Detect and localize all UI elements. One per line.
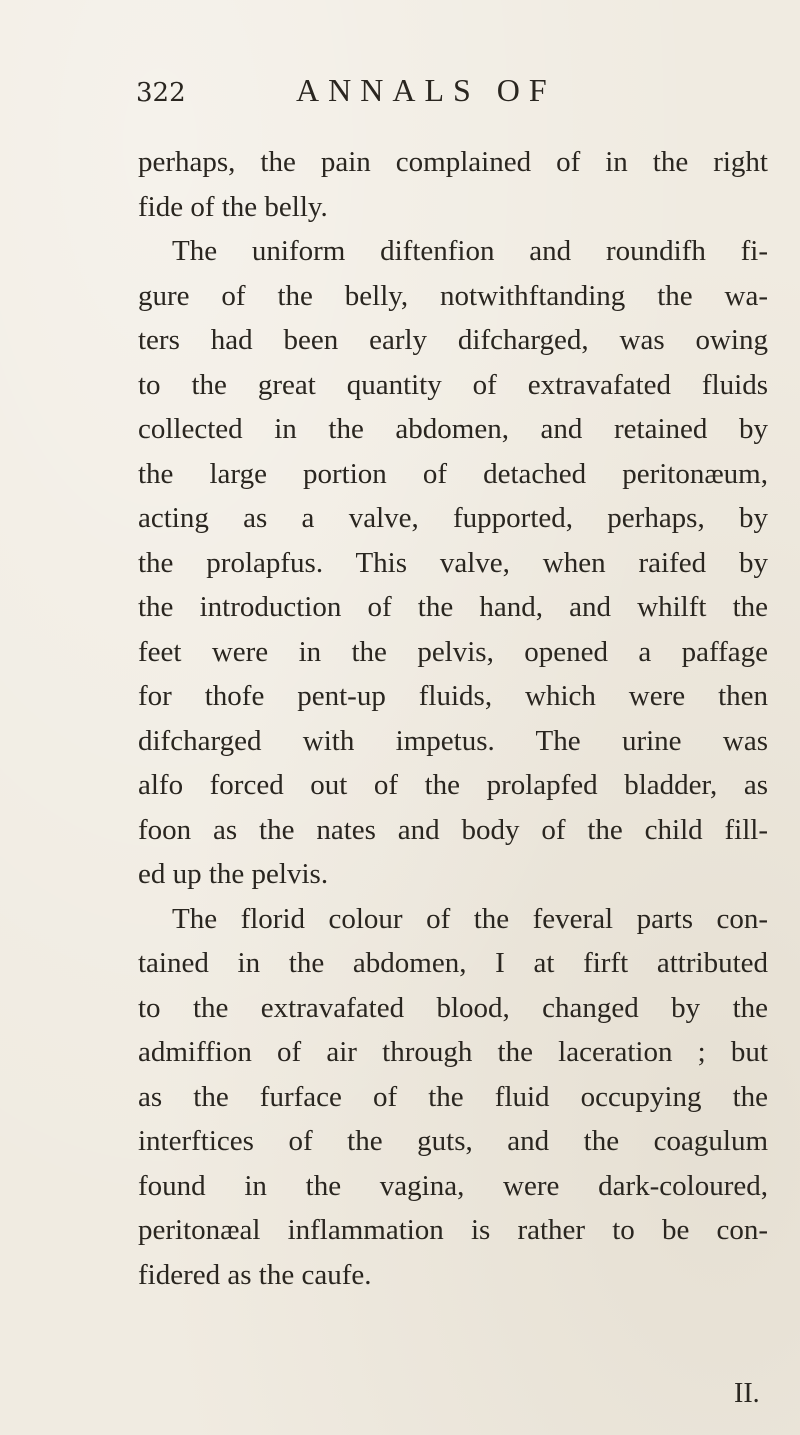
- text-line: ters had been early difcharged, was owing: [138, 324, 768, 356]
- text-line: feet were in the pelvis, opened a paffage: [138, 635, 768, 668]
- text-line: the large portion of detached peritonæum,: [138, 457, 768, 490]
- text-line: the introduction of the hand, and whilft the: [138, 591, 768, 623]
- text-line: for thofe pent-up fluids, which were then: [138, 680, 768, 712]
- text-line: acting as a valve, fupported, perhaps, by: [138, 502, 768, 534]
- text-line: admiffion of air through the laceration ; but: [138, 1036, 768, 1068]
- text-line: tained in the abdomen, I at firft attributed: [138, 947, 768, 979]
- running-head: ANNALS OF: [296, 72, 556, 108]
- text-line: fide of the belly.: [138, 190, 328, 223]
- page-number: 322: [136, 78, 186, 108]
- text-line: found in the vagina, were dark-coloured,: [138, 1169, 768, 1202]
- text-line: ed up the pelvis.: [138, 858, 329, 890]
- text-line: The uniform diftenfion and roundifh fi-: [172, 235, 768, 267]
- text-line: fidered as the caufe.: [138, 1258, 372, 1291]
- catchword: II.: [734, 1378, 760, 1409]
- text-line: the prolapfus. This valve, when raifed by: [138, 546, 768, 579]
- text-line: to the great quantity of extravafated fluids: [138, 368, 768, 401]
- text-line: collected in the abdomen, and retained by: [138, 413, 768, 445]
- text-line: difcharged with impetus. The urine was: [138, 724, 768, 757]
- text-line: gure of the belly, notwithftanding the wa-: [138, 279, 768, 312]
- text-line: peritonæal inflammation is rather to be con-: [138, 1214, 768, 1246]
- text-line: interftices of the guts, and the coagulum: [138, 1125, 768, 1157]
- text-line: foon as the nates and body of the child fill-: [138, 813, 768, 846]
- text-line: The florid colour of the feveral parts con-: [172, 902, 768, 935]
- body-text: [138, 140, 768, 1297]
- text-line: alfo forced out of the prolapfed bladder, as: [138, 769, 768, 801]
- text-line: to the extravafated blood, changed by the: [138, 991, 768, 1024]
- text-line: as the furface of the fluid occupying the: [138, 1080, 768, 1113]
- text-line: perhaps, the pain complained of in the right: [138, 146, 768, 178]
